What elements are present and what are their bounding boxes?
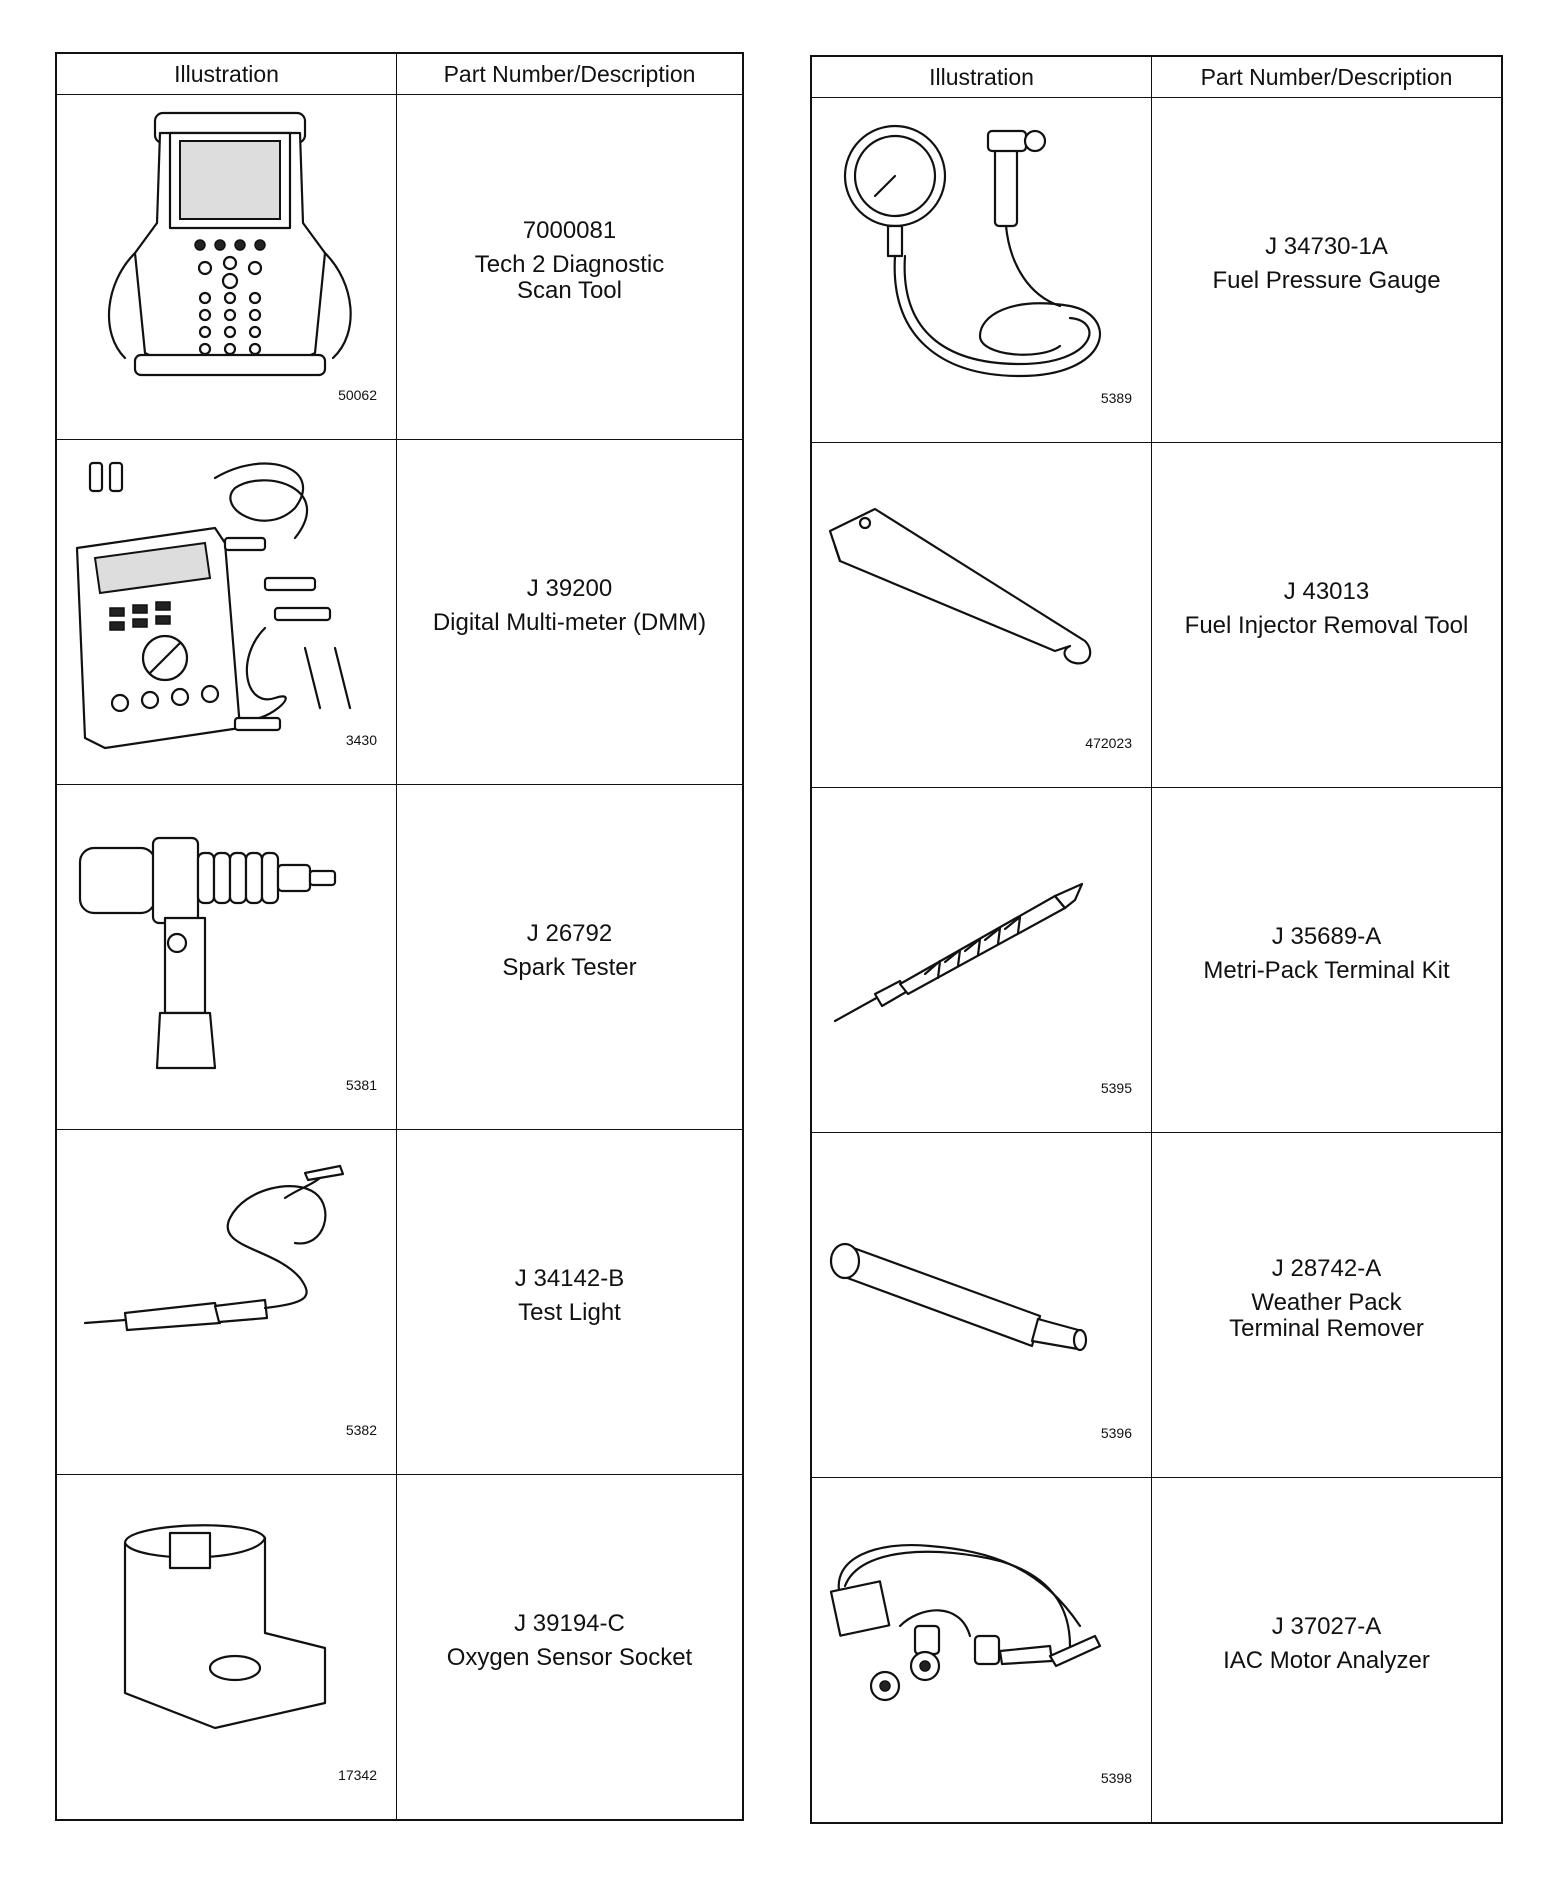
table-row xyxy=(57,784,742,1129)
part-description: Fuel Pressure Gauge xyxy=(1212,267,1441,294)
figure-number: 5398 xyxy=(1100,1770,1132,1786)
illustration-cell xyxy=(812,788,1152,1132)
part-number: J 34142-B xyxy=(514,1265,625,1292)
figure-number: 5389 xyxy=(1100,390,1132,406)
part-description: Scan Tool xyxy=(517,277,622,304)
part-number: J 37027-A xyxy=(1271,1613,1382,1640)
description-cell xyxy=(397,1130,742,1474)
table-row xyxy=(57,1129,742,1474)
table-row xyxy=(57,1474,742,1819)
oxygen-sensor-socket-icon xyxy=(65,1483,387,1793)
figure-number: 5381 xyxy=(345,1077,377,1093)
table-row xyxy=(812,1477,1501,1822)
part-number: J 35689-A xyxy=(1271,923,1382,950)
header-illustration: Illustration xyxy=(812,57,1152,97)
part-description: Tech 2 Diagnostic xyxy=(474,251,665,278)
table-row xyxy=(57,94,742,439)
part-description: Spark Tester xyxy=(502,954,637,981)
part-number: J 39200 xyxy=(526,575,613,602)
part-number: J 28742-A xyxy=(1271,1255,1382,1282)
table-row xyxy=(812,787,1501,1132)
description-cell xyxy=(397,95,742,439)
description-cell xyxy=(1152,98,1501,442)
table-header xyxy=(57,54,742,94)
figure-number: 5396 xyxy=(1100,1425,1132,1441)
terminal-kit-icon xyxy=(820,796,1142,1106)
illustration-cell xyxy=(812,443,1152,787)
table-row xyxy=(57,439,742,784)
figure-number: 5382 xyxy=(345,1422,377,1438)
fuel-pressure-gauge-icon xyxy=(820,106,1142,416)
illustration-cell xyxy=(812,1478,1152,1822)
part-number: J 43013 xyxy=(1283,578,1370,605)
part-number: J 34730-1A xyxy=(1265,233,1388,260)
part-description: Test Light xyxy=(518,1299,621,1326)
part-description: Metri-Pack Terminal Kit xyxy=(1203,957,1450,984)
table-row xyxy=(812,442,1501,787)
description-cell xyxy=(1152,1478,1501,1822)
illustration-cell xyxy=(57,95,397,439)
illustration-cell xyxy=(57,440,397,784)
part-description: Weather Pack xyxy=(1251,1289,1402,1316)
part-number: 7000081 xyxy=(522,217,617,244)
illustration-cell xyxy=(57,785,397,1129)
figure-number: 17342 xyxy=(338,1767,377,1783)
test-light-icon xyxy=(65,1138,387,1448)
part-number: J 26792 xyxy=(526,920,613,947)
multimeter-icon xyxy=(65,448,387,758)
illustration-cell xyxy=(57,1130,397,1474)
figure-number: 472023 xyxy=(1085,735,1132,751)
part-number: J 39194-C xyxy=(514,1610,625,1637)
table-row xyxy=(812,1132,1501,1477)
parts-table-left xyxy=(55,52,744,1821)
illustration-cell xyxy=(57,1475,397,1819)
scan-tool-icon xyxy=(65,103,387,413)
description-cell xyxy=(397,785,742,1129)
illustration-cell xyxy=(812,98,1152,442)
parts-table-right xyxy=(810,55,1503,1824)
part-description: Digital Multi-meter (DMM) xyxy=(432,609,707,636)
header-part-description: Part Number/Description xyxy=(1200,63,1453,90)
part-description: IAC Motor Analyzer xyxy=(1223,1647,1430,1674)
description-cell xyxy=(1152,788,1501,1132)
part-description: Oxygen Sensor Socket xyxy=(446,1644,693,1671)
part-description: Fuel Injector Removal Tool xyxy=(1184,612,1469,639)
table-header xyxy=(812,57,1501,97)
description-cell xyxy=(397,1475,742,1819)
description-cell xyxy=(397,440,742,784)
part-description: Terminal Remover xyxy=(1229,1315,1424,1342)
header-illustration: Illustration xyxy=(57,54,397,94)
description-cell xyxy=(1152,1133,1501,1477)
description-cell xyxy=(1152,443,1501,787)
injector-removal-tool-icon xyxy=(820,451,1142,761)
figure-number: 5395 xyxy=(1100,1080,1132,1096)
table-row xyxy=(812,97,1501,442)
terminal-remover-icon xyxy=(820,1141,1142,1451)
spark-tester-icon xyxy=(65,793,387,1103)
iac-analyzer-icon xyxy=(820,1486,1142,1796)
illustration-cell xyxy=(812,1133,1152,1477)
figure-number: 50062 xyxy=(338,387,377,403)
figure-number: 3430 xyxy=(345,732,377,748)
header-part-description: Part Number/Description xyxy=(443,60,696,87)
